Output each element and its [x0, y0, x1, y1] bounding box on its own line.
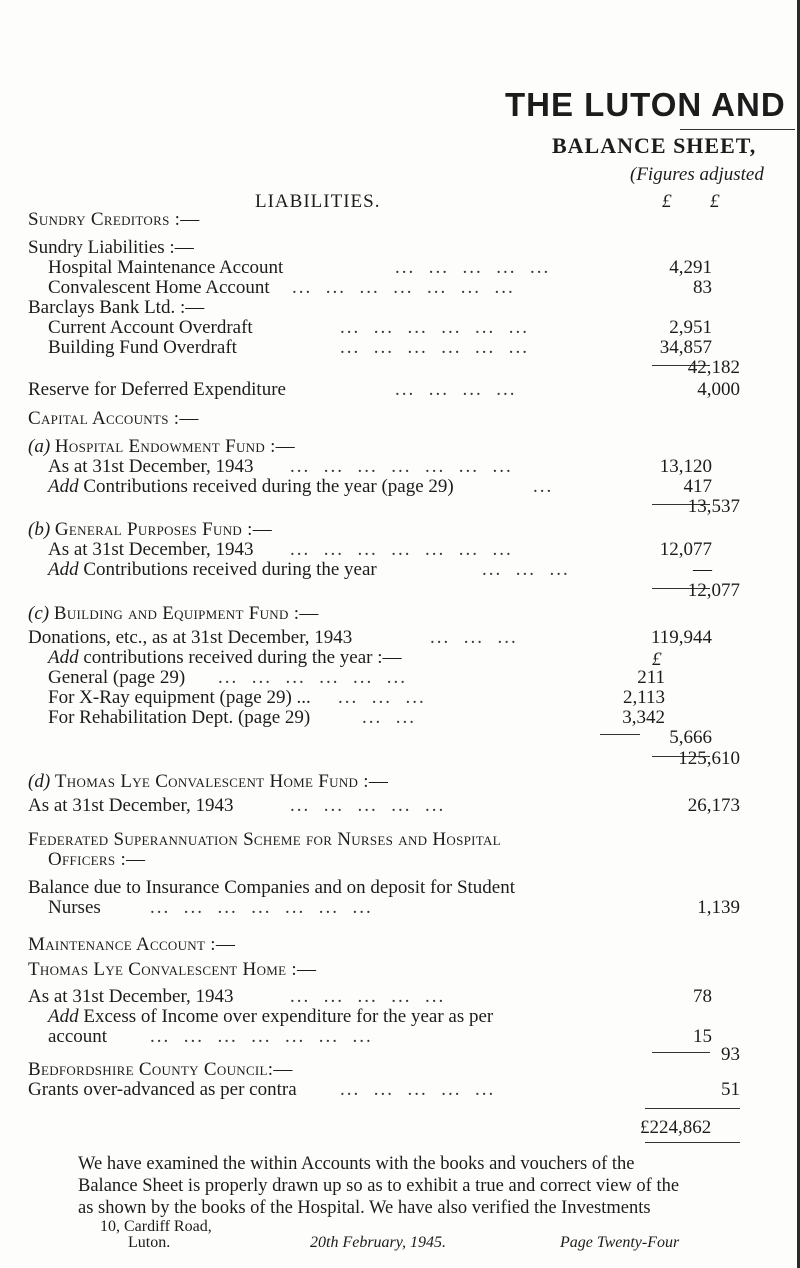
leader-dots: ... ... ... ... ... ... ... — [150, 897, 373, 918]
current-overdraft-value: 2,951 — [669, 317, 712, 338]
audit-line-3: as shown by the books of the Hospital. We have also verified the Investments — [78, 1198, 651, 1218]
endowment-add-label — [48, 477, 454, 496]
audit-date — [310, 1235, 446, 1251]
barclays-heading: Barclays Bank Ltd. :— — [28, 297, 205, 318]
sub-currency: £ — [652, 649, 662, 670]
maint-as-at-value: 78 — [693, 986, 712, 1007]
building-sub-total-value: 5,666 — [669, 727, 712, 748]
leader-dots: ... ... ... ... ... ... — [340, 337, 529, 358]
general-total-value: 12,077 — [687, 580, 740, 601]
leader-dots: ... ... ... ... ... ... ... — [150, 1026, 373, 1047]
xray-value: 2,113 — [622, 687, 665, 708]
grants-value: 51 — [721, 1079, 740, 1100]
leader-dots: ... ... ... ... — [395, 379, 517, 400]
endowment-title: Hospital Endowment Fund :— — [54, 436, 295, 457]
general-as-at-label: As at 31st December, 1943 — [48, 539, 254, 560]
add-word: Add — [48, 476, 79, 497]
general-add-label — [48, 560, 377, 579]
leader-dots: ... ... ... ... ... ... ... — [292, 277, 515, 298]
liabilities-heading: LIABILITIES. — [255, 191, 381, 212]
leader-dots: ... ... ... — [338, 687, 426, 708]
leader-dots: ... ... ... ... ... ... ... — [290, 539, 513, 560]
leader-dots: ... ... ... — [482, 559, 570, 580]
excess-text: Excess of Income over expenditure for the year as per — [83, 1006, 494, 1027]
general-add-text: Contributions received during the year — [83, 559, 377, 580]
total-rule-bottom — [645, 1142, 740, 1143]
page-title: THE LUTON AND — [505, 86, 786, 123]
audit-date-rest: February, 1945. — [342, 1234, 446, 1251]
sundry-liabilities-heading: Sundry Liabilities :— — [28, 237, 194, 258]
hospital-maintenance-label: Hospital Maintenance Account — [48, 257, 284, 278]
thomas-title: Thomas Lye Convalescent Home Fund :— — [54, 771, 389, 792]
total-rule-top — [645, 1108, 740, 1109]
excess-label-line2: account — [48, 1026, 108, 1047]
building-add-label — [48, 648, 402, 667]
endowment-add-text: Contributions received during the year (page 29) — [83, 476, 454, 497]
federated-heading-line2: Officers :— — [48, 849, 146, 870]
convalescent-home-label: Convalescent Home Account — [48, 277, 270, 298]
reserve-label: Reserve for Deferred Expenditure — [28, 379, 286, 400]
thomas-as-at-label: As at 31st December, 1943 — [28, 795, 234, 816]
endowment-as-at-label: As at 31st December, 1943 — [48, 456, 254, 477]
general-page-label: General (page 29) — [48, 667, 186, 688]
leader-dots: ... ... ... ... ... — [290, 986, 446, 1007]
audit-date-day: 20th — [310, 1234, 339, 1251]
add-word: Add — [48, 1006, 79, 1027]
general-page-value: 211 — [637, 667, 665, 688]
endowment-heading — [28, 437, 295, 456]
general-title: General Purposes Fund :— — [54, 519, 273, 540]
balance-label-line1: Balance due to Insurance Companies and on deposit for Student — [28, 877, 516, 898]
building-heading — [28, 604, 319, 623]
thomas-fund-heading — [28, 772, 388, 791]
sundry-creditors-heading: Sundry Creditors :— — [28, 209, 200, 230]
building-title: Building and Equipment Fund :— — [53, 603, 319, 624]
general-as-at-value: 12,077 — [659, 539, 712, 560]
add-word: Add — [48, 559, 79, 580]
reserve-value: 4,000 — [697, 379, 740, 400]
convalescent-home-value: 83 — [693, 277, 712, 298]
hospital-maintenance-value: 4,291 — [669, 257, 712, 278]
balance-value: 1,139 — [697, 897, 740, 918]
leader-dots: ... ... ... ... ... ... — [340, 317, 529, 338]
sundry-total-value: 42,182 — [687, 357, 740, 378]
heading-underline — [680, 129, 795, 130]
xray-label: For X-Ray equipment (page 29) ... — [48, 687, 311, 708]
donations-label: Donations, etc., as at 31st December, 1943 — [28, 627, 353, 648]
maintenance-heading: Maintenance Account :— — [28, 934, 236, 955]
audit-line-2: Balance Sheet is properly drawn up so as to exhibit a true and correct view of the — [78, 1176, 680, 1196]
donations-value: 119,944 — [650, 627, 712, 648]
building-overdraft-label: Building Fund Overdraft — [48, 337, 237, 358]
general-heading — [28, 520, 272, 539]
leader-dots: ... ... ... ... ... ... — [218, 667, 407, 688]
maint-as-at-label: As at 31st December, 1943 — [28, 986, 234, 1007]
endowment-total-value: 13,537 — [687, 496, 740, 517]
current-overdraft-label: Current Account Overdraft — [48, 317, 253, 338]
excess-label-line1 — [48, 1007, 493, 1026]
balance-sheet-heading: BALANCE SHEET, — [552, 133, 757, 158]
thomas-value: 26,173 — [687, 795, 740, 816]
leader-dots: ... ... ... ... ... — [395, 257, 551, 278]
thomas-home-heading: Thomas Lye Convalescent Home :— — [28, 959, 317, 980]
federated-heading-line1: Federated Superannuation Scheme for Nurses and Hospital — [28, 829, 501, 850]
leader-dots: ... ... ... ... ... ... ... — [290, 456, 513, 477]
audit-line-1: We have examined the within Accounts with the books and vouchers of the — [78, 1154, 635, 1174]
leader-dots: ... ... — [362, 707, 416, 728]
building-total-value: 125,610 — [678, 748, 740, 769]
thomas-prefix: (d) — [28, 771, 51, 792]
building-overdraft-value: 34,857 — [659, 337, 712, 358]
leader-dots: ... ... ... — [430, 627, 518, 648]
leader-dots: ... — [533, 476, 554, 497]
grants-label: Grants over-advanced as per contra — [28, 1079, 297, 1100]
capital-accounts-heading: Capital Accounts :— — [28, 408, 199, 429]
address-line-2: Luton. — [128, 1234, 171, 1251]
general-add-value: — — [693, 559, 712, 580]
figures-note: (Figures adjusted — [630, 164, 764, 185]
leader-dots: ... ... ... ... ... — [290, 795, 446, 816]
endowment-prefix: (a) — [28, 436, 51, 457]
maint-total-value: 93 — [721, 1044, 740, 1065]
subtotal-rule — [600, 734, 640, 735]
bedfordshire-heading: Bedfordshire County Council:— — [28, 1059, 293, 1080]
currency-col3: £ — [710, 191, 720, 212]
rehab-label: For Rehabilitation Dept. (page 29) — [48, 707, 311, 728]
add-word: Add — [48, 647, 79, 668]
endowment-add-value: 417 — [683, 476, 712, 497]
general-prefix: (b) — [28, 519, 51, 540]
excess-value: 15 — [693, 1026, 712, 1047]
rehab-value: 3,342 — [622, 707, 665, 728]
endowment-as-at-value: 13,120 — [659, 456, 712, 477]
building-add-text: contributions received during the year :— — [83, 647, 402, 668]
page-footer: Page Twenty-Four — [560, 1234, 680, 1251]
currency-col2: £ — [662, 191, 672, 212]
grand-total-value: £224,862 — [640, 1117, 712, 1138]
leader-dots: ... ... ... ... ... — [340, 1079, 496, 1100]
building-prefix: (c) — [28, 603, 50, 624]
address-line-1: 10, Cardiff Road, — [100, 1218, 212, 1235]
balance-label-line2: Nurses — [48, 897, 101, 918]
